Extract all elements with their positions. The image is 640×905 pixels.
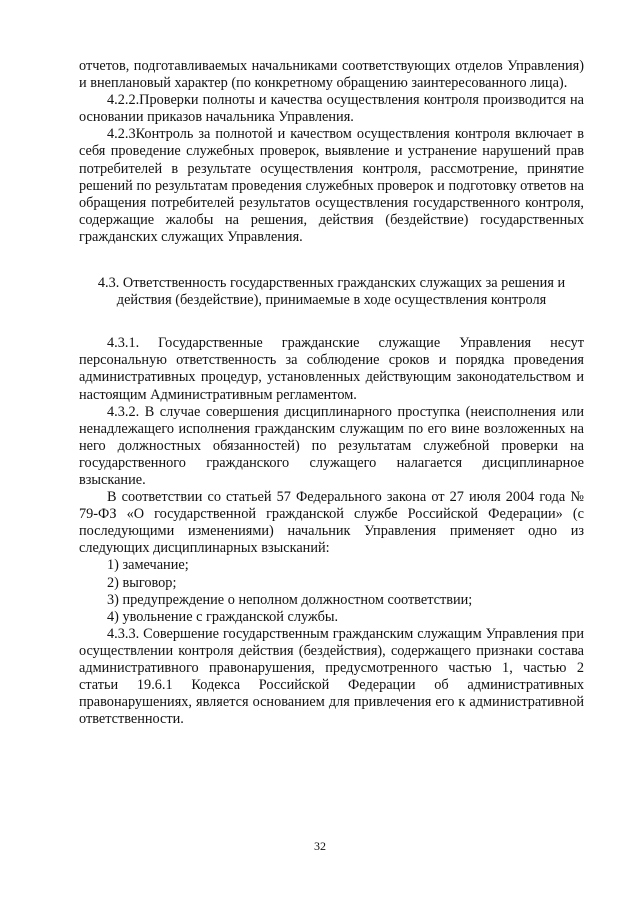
paragraph-4-3-1: 4.3.1. Государственные гражданские служащие Управления несут персональную ответственность за соблюдение сроков и порядка проведения административных процедур, установленных действующим законодательством и настоящим Административным регламентом. xyxy=(79,335,584,403)
list-item: 1) замечание; xyxy=(107,557,189,574)
paragraph-4-3-2: 4.3.2. В случае совершения дисциплинарного проступка (неисполнения или ненадлежащего исполнения гражданским служащим по его вине возложенных на него должностных обязанностей) по результатам служебной проверки на государственного гражданского служащего налагается дисциплинарное взыскание. xyxy=(79,403,584,488)
section-heading-4-3: 4.3. Ответственность государственных гражданских служащих за решения и действия (бездействие), принимаемые в ходе осуществления контроля xyxy=(97,275,566,309)
paragraph-4-2-2: 4.2.2.Проверки полноты и качества осуществления контроля производится на основании приказов начальника Управления. xyxy=(79,92,584,126)
paragraph-4-2-3: 4.2.3Контроль за полнотой и качеством осуществления контроля включает в себя проведение служебных проверок, выявление и устранение нарушений прав потребителей в результате осуществления контроля, рассмотрение, принятие решений по результатам проведения служебных проверок и подготовку ответов на обращения потребителей результатов осуществления государственного контроля, содержащие жалобы на решения, действия (бездействие) государственных гражданских служащих Управления. xyxy=(79,126,584,245)
disciplinary-list xyxy=(79,557,584,625)
paragraph-4-3-3: 4.3.3. Совершение государственным гражданским служащим Управления при осуществлении контроля действия (бездействия), содержащего признаки состава административного правонарушения, предусмотренного частью 1, частью 2 статьи 19.6.1 Кодекса Российской Федерации об административных правонарушениях, является основанием для привлечения его к административной ответственности. xyxy=(79,625,584,728)
list-item: 3) предупреждение о неполном должностном соответствии; xyxy=(107,591,473,608)
document-page xyxy=(79,58,584,728)
page-number: 32 xyxy=(314,839,326,853)
paragraph-article-57: В соответствии со статьей 57 Федерального закона от 27 июля 2004 года № 79-ФЗ «О государственной гражданской службе Российской Федерации» (с последующими изменениями) начальник Управления применяет одно из следующих дисциплинарных взысканий: xyxy=(79,489,584,557)
list-item: 2) выговор; xyxy=(107,574,177,591)
list-item: 4) увольнение с гражданской службы. xyxy=(107,608,339,625)
paragraph-continuation: отчетов, подготавливаемых начальниками соответствующих отделов Управления) и внеплановый характер (по конкретному обращению заинтересованного лица). xyxy=(79,58,584,92)
